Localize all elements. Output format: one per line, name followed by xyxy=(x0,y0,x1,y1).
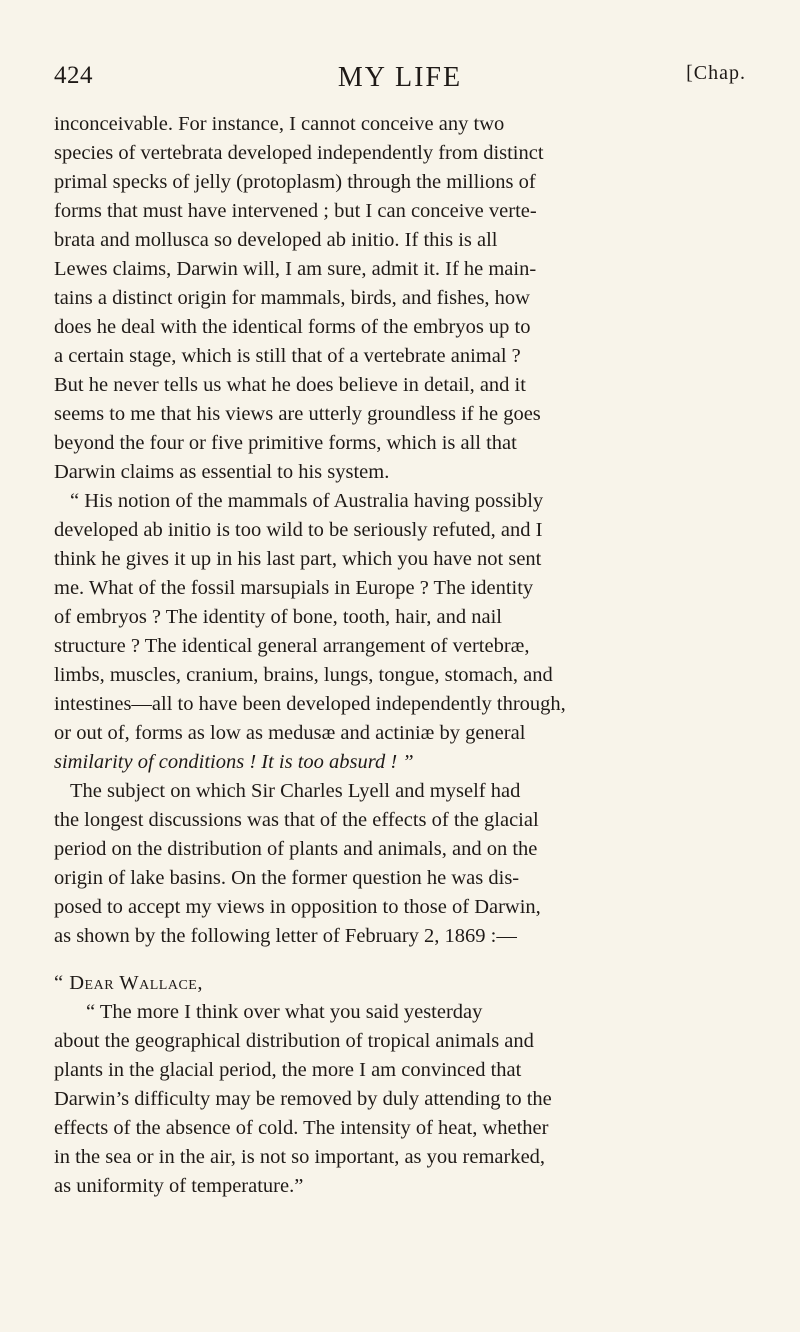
text-line: does he deal with the identical forms of the embryos up to xyxy=(54,316,531,338)
page-number: 424 xyxy=(54,62,93,89)
text-line: in the sea or in the air, is not so important, as you remarked, xyxy=(54,1146,546,1168)
text-line: inconceivable. For instance, I cannot conceive any two xyxy=(54,113,505,135)
text-line: me. What of the fossil marsupials in Europe ? The identity xyxy=(54,577,534,599)
text-line: period on the distribution of plants and animals, and on the xyxy=(54,838,538,860)
text-line: beyond the four or five primitive forms, which is all that xyxy=(54,432,517,454)
text-line: origin of lake basins. On the former question he was dis- xyxy=(54,867,520,889)
text-line: as uniformity of temperature.” xyxy=(54,1175,304,1197)
text-line: limbs, muscles, cranium, brains, lungs, tongue, stomach, and xyxy=(54,664,553,686)
running-title: MY LIFE xyxy=(337,62,463,93)
text-line: developed ab initio is too wild to be seriously refuted, and I xyxy=(54,519,543,541)
text-line: Darwin claims as essential to his system. xyxy=(54,461,390,483)
text-line: species of vertebrata developed independently from distinct xyxy=(54,142,544,164)
text-line: effects of the absence of cold. The intensity of heat, whether xyxy=(54,1117,549,1139)
text-line: as shown by the following letter of February 2, 1869 :— xyxy=(54,925,517,947)
text-line: the longest discussions was that of the effects of the glacial xyxy=(54,809,539,831)
text-line: structure ? The identical general arrangement of vertebræ, xyxy=(54,635,530,657)
page-header xyxy=(54,62,746,102)
paragraph-gap xyxy=(54,951,746,969)
text-line: plants in the glacial period, the more I am convinced that xyxy=(54,1059,522,1081)
text-line: Lewes claims, Darwin will, I am sure, admit it. If he main- xyxy=(54,258,537,280)
text-line: about the geographical distribution of tropical animals and xyxy=(54,1030,534,1052)
text-line: forms that must have intervened ; but I can conceive verte- xyxy=(54,200,537,222)
text-line: a certain stage, which is still that of a vertebrate animal ? xyxy=(54,345,521,367)
chapter-label: [Chap. xyxy=(686,62,746,84)
text-line: “ His notion of the mammals of Australia having possibly xyxy=(70,490,544,512)
text-line: brata and mollusca so developed ab initio. If this is all xyxy=(54,229,498,251)
text-line: But he never tells us what he does believe in detail, and it xyxy=(54,374,526,396)
text-line: tains a distinct origin for mammals, birds, and fishes, how xyxy=(54,287,530,309)
text-line: intestines—all to have been developed independently through, xyxy=(54,693,566,715)
letter-salutation: “ Dear Wallace, xyxy=(54,972,203,994)
text-line: posed to accept my views in opposition to those of Darwin, xyxy=(54,896,541,918)
body-text xyxy=(54,110,746,1201)
text-line: “ The more I think over what you said yesterday xyxy=(86,1001,483,1023)
text-line: The subject on which Sir Charles Lyell and myself had xyxy=(70,780,521,802)
text-line: think he gives it up in his last part, which you have not sent xyxy=(54,548,542,570)
text-line: seems to me that his views are utterly groundless if he goes xyxy=(54,403,541,425)
text-line: or out of, forms as low as medusæ and actiniæ by general xyxy=(54,722,526,744)
text-line: of embryos ? The identity of bone, tooth, hair, and nail xyxy=(54,606,502,628)
text-line: Darwin’s difficulty may be removed by duly attending to the xyxy=(54,1088,552,1110)
text-line: primal specks of jelly (protoplasm) through the millions of xyxy=(54,171,536,193)
text-line: similarity of conditions ! It is too absurd ! ” xyxy=(54,751,414,773)
